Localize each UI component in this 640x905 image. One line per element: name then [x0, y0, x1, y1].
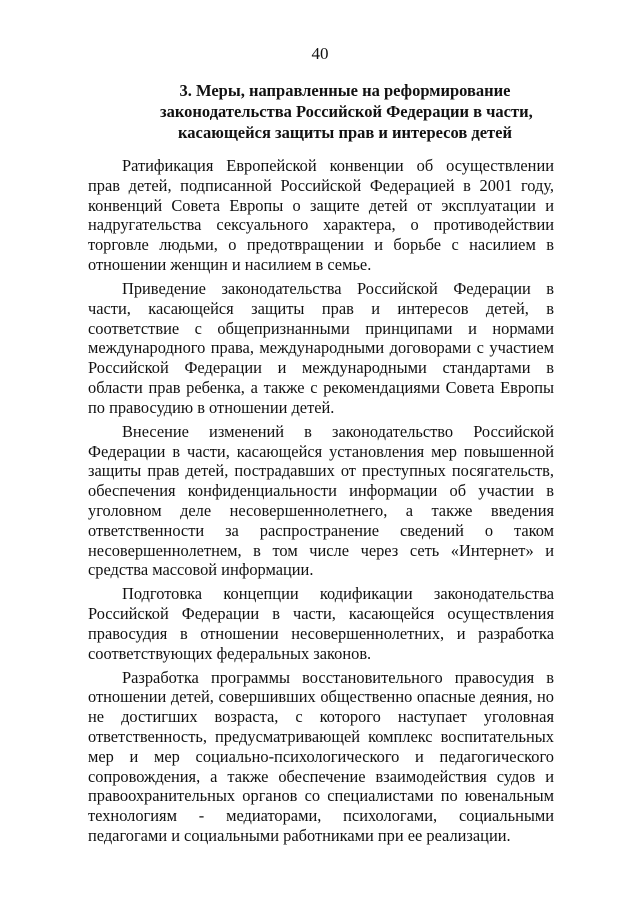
paragraph-legislation-alignment: Приведение законодательства Российской Федерации в части, касающейся защиты прав и интересов детей, в соответствие с общепризнанными принципами и нормами международного права, международными договорами с участием Российской Федерации и международными стандартами в области прав ребенка, а также с рекомендациями Совета Европы по правосудию в отношении детей.: [88, 278, 554, 417]
section-heading-line: законодательства Российской Федерации в части,: [160, 102, 533, 121]
section-heading: [160, 80, 533, 143]
paragraph-restorative-justice: Разработка программы восстановительного правосудия в отношении детей, совершивших общественно опасные деяния, но не достигших возраста, с которого наступает уголовная ответственность, предусматривающей комплекс воспитательных мер и мер социально-психологического и педагогического сопровождения, а также обеспечение взаимодействия судов и правоохранительных органов со специалистами по ювенальным технологиям - медиаторами, психологами, социальными педагогами и социальными работниками при ее реализации.: [88, 667, 554, 846]
section-heading-line: касающейся защиты прав и интересов детей: [177, 123, 512, 142]
page-number: 40: [311, 44, 329, 63]
paragraph-codification-concept: Подготовка концепции кодификации законодательства Российской Федерации в части, касающейся осуществления правосудия в отношении несовершеннолетних, и разработка соответствующих федеральных законов.: [88, 584, 554, 663]
paragraph-ratification: Ратификация Европейской конвенции об осуществлении прав детей, подписанной Российской Федерацией в 2001 году, конвенций Совета Европы о защите детей от эксплуатации и надругательства сексуального характера, о противодействии торговле людьми, о предотвращении и борьбе с насилием в отношении женщин и насилием в семье.: [88, 156, 554, 274]
section-body: [88, 156, 554, 850]
section-heading-line: 3. Меры, направленные на реформирование: [179, 81, 511, 100]
paragraph-amendments: Внесение изменений в законодательство Российской Федерации в части, касающейся установления мер повышенной защиты прав детей, пострадавших от преступных посягательств, обеспечения конфиденциальности информации об участии в уголовном деле несовершеннолетнего, а также введения ответственности за распространение сведений о таком несовершеннолетнем, в том числе через сеть «Интернет» и средства массовой информации.: [88, 421, 554, 580]
